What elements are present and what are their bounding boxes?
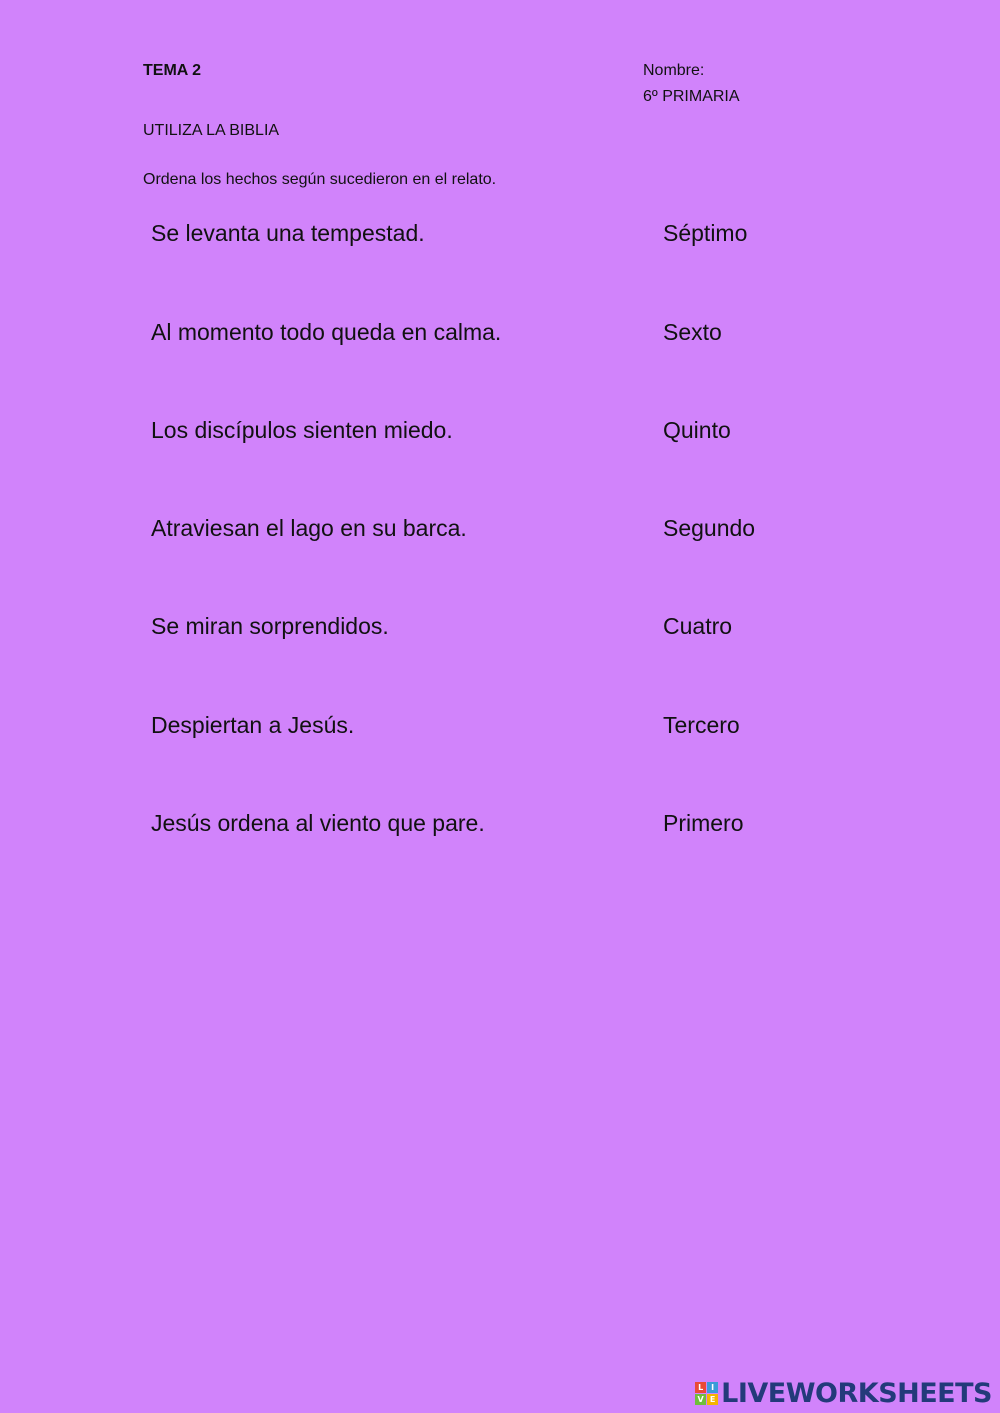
logo-tile: L [695, 1382, 706, 1393]
event-text: Se miran sorprendidos. [151, 613, 389, 639]
instruction-text: Ordena los hechos según sucedieron en el relato. [143, 171, 497, 188]
worksheet-subtitle: UTILIZA LA BIBLIA [143, 122, 280, 139]
logo-tile: E [707, 1394, 718, 1405]
brand-name: LIVEWORKSHEETS [721, 1378, 992, 1409]
event-text: Se levanta una tempestad. [151, 220, 425, 246]
grade-label: 6º PRIMARIA [643, 88, 740, 105]
order-answer[interactable]: Segundo [663, 515, 756, 541]
order-answer[interactable]: Quinto [663, 417, 731, 443]
event-text: Despiertan a Jesús. [151, 712, 355, 738]
order-answer[interactable]: Sexto [663, 319, 722, 345]
event-text: Atraviesan el lago en su barca. [151, 515, 467, 541]
worksheet-title: TEMA 2 [143, 62, 202, 79]
logo-icon [695, 1382, 718, 1405]
order-answer[interactable]: Primero [663, 810, 744, 836]
order-answer[interactable]: Tercero [663, 712, 740, 738]
order-answer[interactable]: Séptimo [663, 220, 748, 246]
event-text: Al momento todo queda en calma. [151, 319, 502, 345]
name-label: Nombre: [643, 62, 705, 79]
logo-tile: I [707, 1382, 718, 1393]
logo-tile: V [695, 1394, 706, 1405]
order-answer[interactable]: Cuatro [663, 613, 733, 639]
event-text: Jesús ordena al viento que pare. [151, 810, 485, 836]
liveworksheets-logo [695, 1378, 992, 1409]
event-text: Los discípulos sienten miedo. [151, 417, 453, 443]
